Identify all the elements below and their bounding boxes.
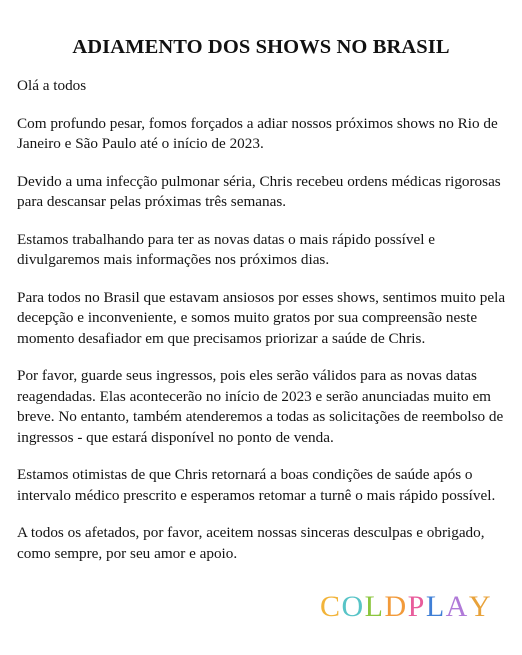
paragraph-postponement: Com profundo pesar, fomos forçados a adiar nossos próximos shows no Rio de Janeiro e São Paulo até o início de 2023. xyxy=(17,114,498,152)
paragraph-closing: A todos os afetados, por favor, aceitem nossas sinceras desculpas e obrigado, como sempre, por seu amor e apoio. xyxy=(17,524,485,562)
logo-letter: L xyxy=(425,590,446,623)
logo-letter: D xyxy=(384,590,408,623)
paragraph-new-dates: Estamos trabalhando para ter as novas datas o mais rápido possível e divulgaremos mais informações nos próximos dias. xyxy=(17,230,435,268)
logo-letter: Y xyxy=(468,590,492,623)
logo-letter: O xyxy=(341,590,365,623)
paragraph-tickets: Por favor, guarde seus ingressos, pois eles serão válidos para as novas datas reagendadas. Elas acontecerão no início de 2023 e serão anunciadas muito em breve. No entanto, também atenderemos a todas as solicitações de reembolso de ingressos - que estará disponível no ponto de venda. xyxy=(17,367,504,446)
greeting: Olá a todos xyxy=(17,77,87,94)
coldplay-logo xyxy=(320,590,492,624)
paragraph-reason: Devido a uma infecção pulmonar séria, Chris recebeu ordens médicas rigorosas para descansar pelas próximas três semanas. xyxy=(17,172,501,210)
paragraph-recovery: Estamos otimistas de que Chris retornará a boas condições de saúde após o intervalo médico prescrito e esperamos retomar a turnê o mais rápido possível. xyxy=(17,466,496,504)
logo-letter: C xyxy=(319,590,342,623)
logo-letter: A xyxy=(445,590,469,623)
announcement-body xyxy=(17,76,517,581)
page-title: ADIAMENTO DOS SHOWS NO BRASIL xyxy=(72,36,450,58)
logo-letter: P xyxy=(407,590,426,623)
logo-letter: L xyxy=(364,590,385,623)
paragraph-apology-brazil: Para todos no Brasil que estavam ansiosos por esses shows, sentimos muito pela decepção e inconveniente, e somos muito gratos por sua compreensão neste momento desafiador em que precisamos priorizar a saúde de Chris. xyxy=(17,288,506,347)
